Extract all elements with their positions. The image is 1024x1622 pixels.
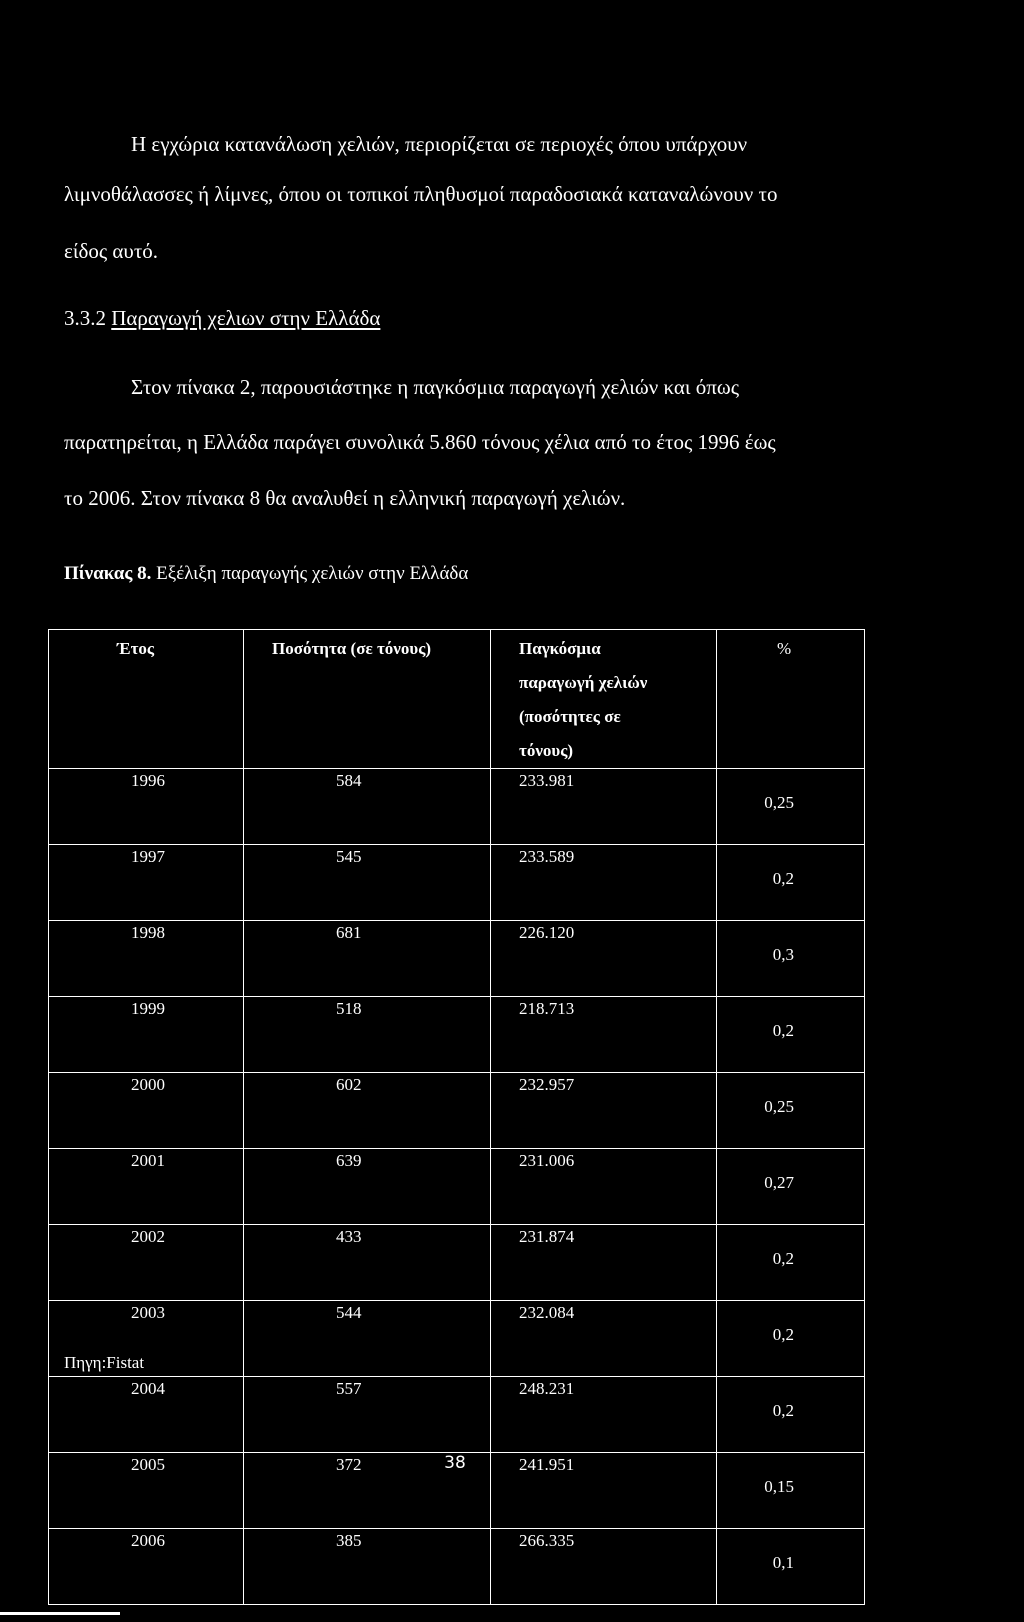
cell-quantity: 557 (244, 1377, 491, 1453)
cell-world-production: 248.231 (491, 1377, 717, 1453)
page-number: 38 (444, 1453, 466, 1473)
paragraph-1-line-2: λιμνοθάλασσες ή λίμνες, όπου οι τοπικοί πληθυσμοί παραδοσιακά καταναλώνουν το (64, 182, 778, 206)
paragraph-2-line-1: Στον πίνακα 2, παρουσιάστηκε η παγκόσμια παραγωγή χελιών και όπως (131, 375, 740, 399)
header-world-line-2: παραγωγή χελιών (519, 673, 648, 692)
cell-percent: 0,3 (717, 921, 865, 997)
cell-year: 2001 (49, 1149, 244, 1225)
paragraph-2-line-2: παρατηρείται, η Ελλάδα παράγει συνολικά 5.860 τόνους χέλια από το έτος 1996 έως (64, 430, 776, 454)
cell-percent: 0,25 (717, 1073, 865, 1149)
cell-year: 2004 (49, 1377, 244, 1453)
cell-quantity: 681 (244, 921, 491, 997)
cell-quantity: 602 (244, 1073, 491, 1149)
footer-rule (0, 1612, 120, 1615)
table-row (49, 997, 865, 1073)
cell-world-production: 232.084 (491, 1301, 717, 1377)
cell-world-production: 266.335 (491, 1529, 717, 1605)
cell-year: 2002 (49, 1225, 244, 1301)
header-percent: % (717, 630, 865, 769)
cell-quantity: 433 (244, 1225, 491, 1301)
cell-percent: 0,25 (717, 769, 865, 845)
cell-quantity: 584 (244, 769, 491, 845)
header-world-line-1: Παγκόσμια (519, 639, 601, 658)
section-title: Παραγωγή χελιων στην Ελλάδα (111, 306, 381, 330)
cell-year: 1999 (49, 997, 244, 1073)
cell-year: 1998 (49, 921, 244, 997)
cell-percent: 0,1 (717, 1529, 865, 1605)
cell-percent: 0,2 (717, 1225, 865, 1301)
cell-year: 2005 (49, 1453, 244, 1529)
cell-percent: 0,2 (717, 1377, 865, 1453)
table-row (49, 845, 865, 921)
header-world-production (491, 630, 717, 769)
header-world-line-3: (ποσότητες σε (519, 707, 621, 726)
cell-world-production: 226.120 (491, 921, 717, 997)
section-heading (64, 308, 380, 329)
table-row (49, 1529, 865, 1605)
cell-year: 1996 (49, 769, 244, 845)
cell-percent: 0,2 (717, 845, 865, 921)
cell-quantity: 518 (244, 997, 491, 1073)
cell-world-production: 231.874 (491, 1225, 717, 1301)
cell-world-production: 231.006 (491, 1149, 717, 1225)
cell-year: 2000 (49, 1073, 244, 1149)
paragraph-2-line-3: το 2006. Στον πίνακα 8 θα αναλυθεί η ελληνική παραγωγή χελιών. (64, 486, 626, 510)
header-quantity: Ποσότητα (σε τόνους) (244, 630, 491, 769)
cell-quantity: 545 (244, 845, 491, 921)
header-year: Έτος (49, 630, 244, 769)
cell-world-production: 218.713 (491, 997, 717, 1073)
header-world-line-4: τόνους) (519, 741, 574, 760)
cell-year: 1997 (49, 845, 244, 921)
cell-quantity: 544 (244, 1301, 491, 1377)
cell-percent: 0,15 (717, 1453, 865, 1529)
table-row (49, 921, 865, 997)
cell-year: 2006 (49, 1529, 244, 1605)
cell-world-production: 241.951 (491, 1453, 717, 1529)
cell-world-production: 233.589 (491, 845, 717, 921)
paragraph-1-line-3: είδος αυτό. (64, 239, 159, 263)
cell-world-production: 233.981 (491, 769, 717, 845)
table-caption-label: Πίνακας 8. (64, 563, 152, 584)
paragraph-1-line-1: Η εγχώρια κατανάλωση χελιών, περιορίζεται σε περιοχές όπου υπάρχουν (131, 132, 748, 156)
table-row (49, 769, 865, 845)
table-row (49, 1377, 865, 1453)
cell-world-production: 232.957 (491, 1073, 717, 1149)
cell-percent: 0,2 (717, 1301, 865, 1377)
cell-year: 2003 (49, 1301, 244, 1377)
table-header-row (49, 630, 865, 769)
section-number: 3.3.2 (64, 306, 106, 330)
table-row (49, 1301, 865, 1377)
cell-percent: 0,27 (717, 1149, 865, 1225)
source-note: Πηγη:Fistat (64, 1353, 145, 1372)
table-row (49, 1149, 865, 1225)
cell-quantity: 385 (244, 1529, 491, 1605)
table-row (49, 1073, 865, 1149)
cell-percent: 0,2 (717, 997, 865, 1073)
table-caption (64, 564, 468, 583)
cell-quantity: 639 (244, 1149, 491, 1225)
cell-quantity: 372 (244, 1453, 491, 1529)
table-row (49, 1225, 865, 1301)
table-caption-text: Εξέλιξη παραγωγής χελιών στην Ελλάδα (151, 563, 469, 584)
